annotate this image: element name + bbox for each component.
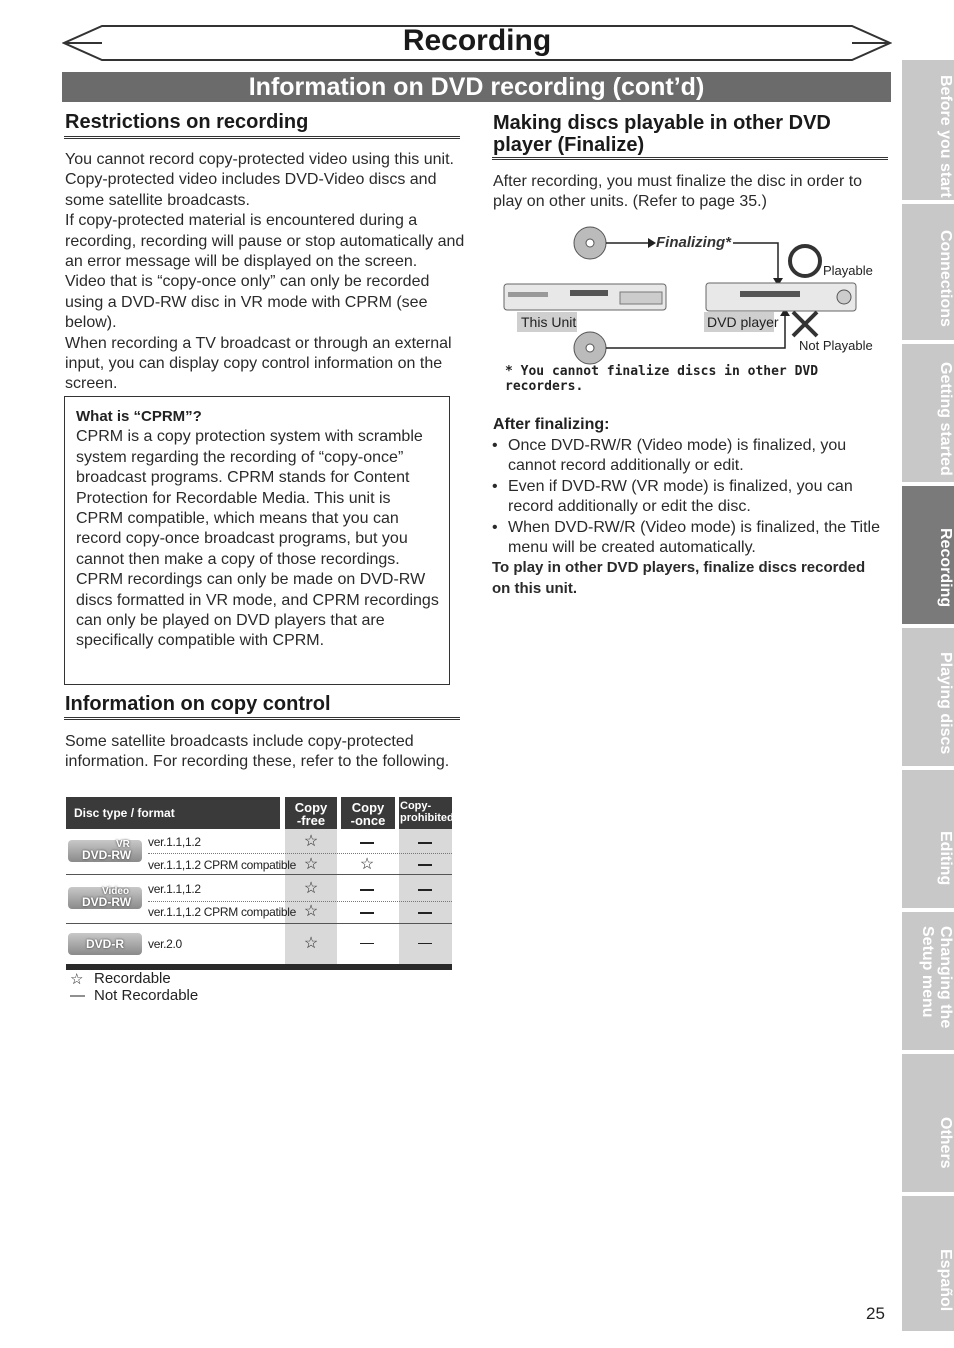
paragraph: You cannot record copy-protected video using this unit. Copy-protected video includes DVD-Video discs and some satellite broadcasts.	[65, 151, 454, 209]
finalize-intro: After recording, you must finalize the disc in order to play on other units. (Refer to page 35.)	[493, 173, 863, 211]
not-recordable-dash	[418, 912, 432, 914]
not-recordable-dash	[418, 864, 432, 866]
version-label: ver.1.1,1.2	[148, 882, 201, 896]
copy-control-heading: Information on copy control	[65, 693, 331, 715]
copy-control-table	[66, 797, 452, 970]
heading-rule	[64, 717, 460, 720]
cprm-box-title: What is “CPRM”?	[76, 408, 202, 425]
section-title: Information on DVD recording (cont’d)	[248, 73, 705, 101]
tab-espanol[interactable]: Español	[902, 1196, 954, 1331]
not-playable-label: Not Playable	[799, 338, 873, 353]
not-recordable-dash	[360, 889, 374, 891]
restrictions-text	[65, 150, 465, 395]
recordable-mark: ☆	[359, 856, 375, 873]
tab-recording[interactable]: Recording	[902, 486, 954, 624]
row-divider	[66, 923, 452, 924]
recordable-mark: ☆	[303, 856, 319, 873]
section-bar	[62, 72, 891, 102]
list-item: • Even if DVD-RW (VR mode) is finalized, you can record additionally or edit the disc.	[492, 477, 882, 518]
tab-others[interactable]: Others	[902, 1054, 954, 1192]
cprm-box-text: CPRM is a copy protection system with scramble system regarding the recording of “copy-once” broadcast programs. CPRM stands for Content Protection for Recordable Media. This unit is CPRM compatible, which means that you can record copy-once broadcast programs, but you cannot then make a copy of those recordings. CPRM recordings can only be made on DVD-RW discs formatted in VR mode, and CPRM recordings can only be played on DVD players that are specifically compatible with CPRM.	[76, 428, 439, 650]
version-label: ver.1.1,1.2 CPRM compatible	[148, 905, 296, 919]
page-number: 25	[866, 1304, 885, 1323]
not-recordable-dash	[360, 842, 374, 844]
finalizing-label: Finalizing*	[656, 234, 731, 251]
paragraph: If copy-protected material is encountered during a recording, recording will pause or stop automatically and an error message will be displayed on the screen.	[65, 212, 465, 271]
tab-editing[interactable]: Editing	[902, 770, 954, 908]
playable-label: Playable	[823, 263, 873, 278]
dash-icon: —	[70, 987, 85, 1004]
this-unit-label: This Unit	[521, 314, 577, 330]
tab-playing-discs[interactable]: Playing discs	[902, 628, 954, 766]
after-finalizing-heading: After finalizing:	[493, 416, 610, 433]
heading-rule	[64, 136, 460, 139]
paragraph: Video that is “copy-once only” can only be recorded using a DVD-RW disc in VR mode with CPRM (see below).	[65, 273, 430, 332]
diagram-footnote: * You cannot finalize discs in other DVD recorders.	[505, 364, 819, 394]
row-divider	[66, 874, 452, 875]
list-item: • When DVD-RW/R (Video mode) is finalized, the Title menu will be created automatically.	[492, 518, 882, 559]
version-label: ver.2.0	[148, 937, 182, 951]
tab-getting-started[interactable]: Getting started	[902, 344, 954, 482]
copy-control-intro: Some satellite broadcasts include copy-protected information. For recording these, refer to the following.	[65, 733, 450, 771]
recordable-mark: ☆	[303, 935, 319, 952]
not-recordable-dash	[418, 943, 432, 944]
version-label: ver.1.1,1.2	[148, 835, 201, 849]
legend-not-recordable: — Not Recordable	[70, 987, 199, 1004]
page-title: Recording	[402, 24, 552, 57]
dvd-player-label: DVD player	[707, 314, 779, 330]
dvd-r-logo: DVD-R	[68, 933, 142, 955]
table-header-copy-once: Copy -once	[341, 797, 395, 829]
tab-before-you-start[interactable]: Before you start	[902, 60, 954, 200]
after-finalizing-list	[492, 436, 882, 599]
not-recordable-dash	[418, 889, 432, 891]
dvd-rw-video-logo: Video DVD-RW	[68, 887, 142, 909]
legend-recordable: ☆ Recordable	[70, 970, 171, 988]
star-icon: ☆	[70, 971, 84, 988]
recordable-mark: ☆	[303, 880, 319, 897]
dvd-rw-vr-logo: VR DVD-RW	[68, 840, 142, 862]
version-label: ver.1.1,1.2 CPRM compatible	[148, 858, 296, 872]
recordable-mark: ☆	[303, 833, 319, 850]
tab-changing-setup-menu[interactable]: Changing the Setup menu	[902, 912, 954, 1050]
heading-rule	[492, 157, 888, 160]
table-header-copy-free: Copy -free	[285, 797, 337, 829]
chapter-banner	[62, 22, 892, 64]
table-header-copy-prohibited: Copy- prohibited	[399, 797, 452, 829]
restrictions-heading: Restrictions on recording	[65, 111, 309, 133]
finalize-note: To play in other DVD players, finalize discs recorded on this unit.	[492, 559, 866, 597]
finalize-diagram	[500, 226, 885, 394]
list-item: • Once DVD-RW/R (Video mode) is finalized, you cannot record additionally or edit.	[492, 436, 882, 477]
not-recordable-dash	[360, 912, 374, 914]
finalize-heading: Making discs playable in other DVD player (Finalize)	[493, 112, 831, 156]
tab-connections[interactable]: Connections	[902, 204, 954, 340]
not-recordable-dash	[360, 943, 374, 944]
recordable-mark: ☆	[303, 903, 319, 920]
paragraph: When recording a TV broadcast or through an external input, you can display copy control information on the screen.	[65, 334, 452, 393]
not-recordable-dash	[418, 842, 432, 844]
table-header-disc: Disc type / format	[66, 797, 280, 829]
cprm-info-box	[64, 396, 450, 685]
